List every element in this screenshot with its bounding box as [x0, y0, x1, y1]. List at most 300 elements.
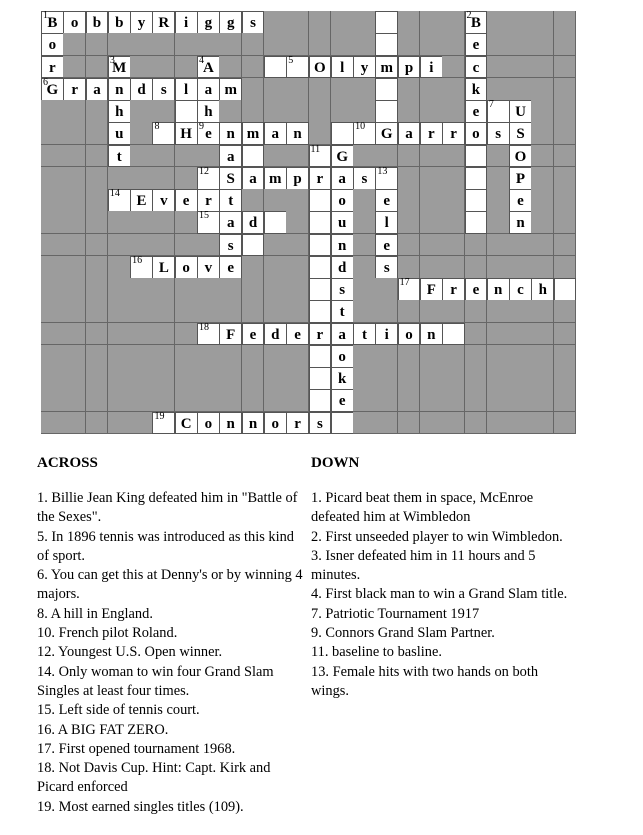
- grid-cell[interactable]: [331, 367, 354, 390]
- grid-cell[interactable]: [465, 167, 488, 190]
- grid-cell[interactable]: [242, 167, 265, 190]
- blocked-cell: [331, 100, 354, 123]
- blocked-cell: [264, 256, 287, 279]
- grid-cell[interactable]: [219, 234, 242, 257]
- blocked-cell: [398, 367, 421, 390]
- cell-letter: A: [203, 59, 214, 76]
- cell-letter: o: [70, 15, 79, 31]
- blocked-cell: [286, 389, 309, 412]
- grid-cell[interactable]: [242, 234, 265, 257]
- cell-letter: n: [494, 282, 503, 299]
- grid-cell[interactable]: [286, 56, 309, 79]
- grid-cell[interactable]: [442, 278, 465, 301]
- blocked-cell: [554, 367, 577, 390]
- grid-cell[interactable]: [219, 11, 242, 34]
- cell-letter: b: [115, 15, 124, 31]
- grid-cell[interactable]: [130, 256, 153, 279]
- grid-cell[interactable]: [197, 78, 220, 101]
- grid-cell[interactable]: [309, 389, 332, 412]
- cell-letter: o: [48, 37, 57, 54]
- grid-cell[interactable]: [197, 323, 220, 346]
- grid-cell[interactable]: [286, 167, 309, 190]
- cell-letter: S: [226, 170, 235, 187]
- blocked-cell: [41, 234, 64, 257]
- grid-cell[interactable]: [375, 56, 398, 79]
- grid-cell[interactable]: [264, 211, 287, 234]
- blocked-cell: [152, 167, 175, 190]
- grid-cell[interactable]: [152, 189, 175, 212]
- cell-letter: r: [316, 326, 324, 343]
- grid-cell[interactable]: [41, 33, 64, 56]
- grid-cell[interactable]: [353, 323, 376, 346]
- grid-cell[interactable]: [375, 33, 398, 56]
- grid-cell[interactable]: [286, 122, 309, 145]
- cell-letter: n: [338, 237, 347, 254]
- cell-letter: c: [472, 59, 480, 76]
- grid-cell[interactable]: [309, 345, 332, 368]
- grid-cell[interactable]: [286, 323, 309, 346]
- grid-cell[interactable]: [175, 189, 198, 212]
- clue-number: 2: [466, 10, 472, 21]
- grid-cell[interactable]: [398, 56, 421, 79]
- blocked-cell: [130, 389, 153, 412]
- grid-cell[interactable]: [309, 145, 332, 168]
- cell-letter: o: [338, 348, 346, 365]
- blocked-cell: [554, 33, 577, 56]
- blocked-cell: [509, 300, 532, 323]
- grid-cell[interactable]: [442, 323, 465, 346]
- grid-cell[interactable]: [108, 56, 131, 79]
- blocked-cell: [509, 234, 532, 257]
- cell-letter: n: [226, 126, 235, 143]
- grid-cell[interactable]: [130, 189, 153, 212]
- grid-cell[interactable]: [465, 100, 488, 123]
- cell-letter: s: [361, 170, 368, 187]
- blocked-cell: [175, 234, 198, 257]
- grid-cell[interactable]: [242, 412, 265, 435]
- grid-cell[interactable]: [331, 145, 354, 168]
- blocked-cell: [197, 278, 220, 301]
- blocked-cell: [487, 412, 510, 435]
- cell-letter: u: [338, 215, 347, 232]
- grid-cell[interactable]: [309, 412, 332, 435]
- grid-cell[interactable]: [197, 167, 220, 190]
- grid-cell[interactable]: [309, 167, 332, 190]
- grid-cell[interactable]: [375, 211, 398, 234]
- grid-cell[interactable]: [465, 78, 488, 101]
- grid-cell[interactable]: [63, 78, 86, 101]
- grid-cell[interactable]: [554, 278, 577, 301]
- grid-cell[interactable]: [175, 412, 198, 435]
- blocked-cell: [130, 122, 153, 145]
- grid-cell[interactable]: [309, 367, 332, 390]
- cell-letter: m: [269, 170, 282, 187]
- grid-cell[interactable]: [331, 122, 354, 145]
- cell-letter: s: [227, 237, 234, 254]
- grid-cell[interactable]: [219, 78, 242, 101]
- blocked-cell: [353, 145, 376, 168]
- grid-cell[interactable]: [309, 211, 332, 234]
- grid-cell[interactable]: [375, 323, 398, 346]
- blocked-cell: [130, 56, 153, 79]
- blocked-cell: [420, 345, 443, 368]
- grid-cell[interactable]: [175, 256, 198, 279]
- grid-cell[interactable]: [442, 122, 465, 145]
- across-clue: 18. Not Davis Cup. Hint: Capt. Kirk and Picard enforced: [37, 760, 271, 796]
- grid-cell[interactable]: [152, 11, 175, 34]
- grid-cell[interactable]: [309, 234, 332, 257]
- cell-letter: e: [182, 193, 190, 210]
- down-clue: 1. Picard beat them in space, McEnroe defeated him at Wimbledon: [311, 490, 534, 526]
- grid-cell[interactable]: [375, 256, 398, 279]
- blocked-cell: [465, 256, 488, 279]
- blocked-cell: [531, 78, 554, 101]
- blocked-cell: [420, 389, 443, 412]
- cell-letter: a: [271, 126, 280, 143]
- blocked-cell: [63, 345, 86, 368]
- grid-cell[interactable]: [309, 300, 332, 323]
- cell-letter: t: [339, 304, 345, 321]
- clue-number: 3: [109, 54, 115, 66]
- grid-cell[interactable]: [197, 189, 220, 212]
- grid-cell[interactable]: [219, 122, 242, 145]
- grid-cell[interactable]: [509, 122, 532, 145]
- cell-letter: d: [248, 215, 258, 232]
- grid-cell[interactable]: [219, 189, 242, 212]
- blocked-cell: [63, 412, 86, 435]
- blocked-cell: [509, 78, 532, 101]
- blocked-cell: [331, 33, 354, 56]
- across-clue: 17. First opened tournament 1968.: [37, 740, 236, 757]
- blocked-cell: [86, 389, 109, 412]
- blocked-cell: [442, 256, 465, 279]
- grid-cell[interactable]: [465, 278, 488, 301]
- grid-cell[interactable]: [219, 412, 242, 435]
- grid-cell[interactable]: [175, 122, 198, 145]
- blocked-cell: [398, 412, 421, 435]
- blocked-cell: [219, 389, 242, 412]
- blocked-cell: [398, 145, 421, 168]
- cell-letter: i: [429, 59, 434, 76]
- grid-cell[interactable]: [331, 389, 354, 412]
- blocked-cell: [442, 167, 465, 190]
- blocked-cell: [331, 11, 354, 34]
- grid-cell[interactable]: [375, 167, 398, 190]
- blocked-cell: [152, 234, 175, 257]
- grid-cell[interactable]: [175, 78, 198, 101]
- blocked-cell: [531, 256, 554, 279]
- grid-cell[interactable]: [509, 211, 532, 234]
- blocked-cell: [442, 345, 465, 368]
- cell-letter: l: [384, 215, 389, 232]
- blocked-cell: [398, 345, 421, 368]
- blocked-cell: [554, 256, 577, 279]
- blocked-cell: [442, 78, 465, 101]
- blocked-cell: [63, 100, 86, 123]
- grid-cell[interactable]: [353, 56, 376, 79]
- cell-letter: a: [226, 148, 235, 165]
- grid-cell[interactable]: [242, 323, 265, 346]
- grid-cell[interactable]: [219, 323, 242, 346]
- blocked-cell: [509, 323, 532, 346]
- blocked-cell: [242, 78, 265, 101]
- grid-cell[interactable]: [264, 122, 287, 145]
- cell-letter: s: [316, 415, 323, 432]
- grid-cell[interactable]: [108, 122, 131, 145]
- grid-cell[interactable]: [152, 78, 175, 101]
- grid-cell[interactable]: [375, 100, 398, 123]
- blocked-cell: [442, 100, 465, 123]
- across-clue: 15. Left side of tennis court.: [37, 702, 200, 719]
- blocked-cell: [509, 412, 532, 435]
- cell-letter: d: [271, 326, 280, 343]
- grid-cell[interactable]: [487, 278, 510, 301]
- grid-cell[interactable]: [331, 189, 354, 212]
- grid-cell[interactable]: [309, 189, 332, 212]
- blocked-cell: [175, 56, 198, 79]
- blocked-cell: [487, 145, 510, 168]
- grid-cell[interactable]: [531, 278, 554, 301]
- cell-letter: e: [383, 193, 391, 210]
- blocked-cell: [41, 367, 64, 390]
- blocked-cell: [375, 412, 398, 435]
- blocked-cell: [41, 323, 64, 346]
- blocked-cell: [286, 211, 309, 234]
- grid-cell[interactable]: [309, 56, 332, 79]
- blocked-cell: [152, 100, 175, 123]
- grid-cell[interactable]: [264, 323, 287, 346]
- blocked-cell: [465, 389, 488, 412]
- grid-cell[interactable]: [375, 122, 398, 145]
- blocked-cell: [309, 11, 332, 34]
- blocked-cell: [554, 122, 577, 145]
- grid-cell[interactable]: [465, 189, 488, 212]
- grid-cell[interactable]: [487, 100, 510, 123]
- grid-cell[interactable]: [41, 78, 64, 101]
- blocked-cell: [108, 412, 131, 435]
- grid-cell[interactable]: [353, 122, 376, 145]
- grid-cell[interactable]: [86, 11, 109, 34]
- grid-cell[interactable]: [309, 256, 332, 279]
- grid-cell[interactable]: [420, 122, 443, 145]
- grid-cell[interactable]: [465, 145, 488, 168]
- blocked-cell: [152, 345, 175, 368]
- grid-cell[interactable]: [331, 345, 354, 368]
- blocked-cell: [175, 145, 198, 168]
- cell-letter: h: [538, 282, 547, 299]
- blocked-cell: [531, 345, 554, 368]
- clue-number: 4: [199, 54, 205, 66]
- blocked-cell: [554, 145, 577, 168]
- blocked-cell: [442, 367, 465, 390]
- blocked-cell: [152, 145, 175, 168]
- grid-cell[interactable]: [398, 278, 421, 301]
- grid-cell[interactable]: [331, 300, 354, 323]
- blocked-cell: [487, 56, 510, 79]
- grid-cell[interactable]: [331, 56, 354, 79]
- grid-cell[interactable]: [331, 323, 354, 346]
- grid-cell[interactable]: [331, 412, 354, 435]
- grid-cell[interactable]: [86, 78, 109, 101]
- grid-cell[interactable]: [375, 78, 398, 101]
- blocked-cell: [554, 100, 577, 123]
- grid-cell[interactable]: [130, 11, 153, 34]
- grid-cell[interactable]: [509, 278, 532, 301]
- grid-cell[interactable]: [242, 122, 265, 145]
- grid-cell[interactable]: [264, 412, 287, 435]
- blocked-cell: [375, 389, 398, 412]
- blocked-cell: [309, 122, 332, 145]
- grid-cell[interactable]: [331, 211, 354, 234]
- cell-letter: e: [338, 393, 346, 410]
- grid-cell[interactable]: [197, 256, 220, 279]
- grid-cell[interactable]: [130, 78, 153, 101]
- grid-cell[interactable]: [242, 145, 265, 168]
- grid-cell[interactable]: [420, 323, 443, 346]
- blocked-cell: [487, 234, 510, 257]
- blocked-cell: [353, 234, 376, 257]
- blocked-cell: [375, 300, 398, 323]
- grid-cell[interactable]: [41, 11, 64, 34]
- blocked-cell: [63, 211, 86, 234]
- grid-cell[interactable]: [398, 122, 421, 145]
- down-clue: 13. Female hits with two hands on both wings.: [311, 663, 539, 699]
- blocked-cell: [41, 256, 64, 279]
- blocked-cell: [286, 78, 309, 101]
- grid-cell[interactable]: [152, 256, 175, 279]
- grid-cell[interactable]: [465, 122, 488, 145]
- blocked-cell: [108, 323, 131, 346]
- grid-cell[interactable]: [375, 11, 398, 34]
- cell-letter: e: [227, 259, 235, 276]
- blocked-cell: [509, 256, 532, 279]
- grid-cell[interactable]: [309, 323, 332, 346]
- grid-cell[interactable]: [353, 167, 376, 190]
- cell-letter: t: [228, 193, 234, 210]
- grid-cell[interactable]: [219, 167, 242, 190]
- blocked-cell: [353, 78, 376, 101]
- across-heading: ACROSS: [37, 455, 98, 471]
- blocked-cell: [130, 33, 153, 56]
- grid-cell[interactable]: [108, 11, 131, 34]
- blocked-cell: [531, 189, 554, 212]
- grid-cell[interactable]: [219, 256, 242, 279]
- blocked-cell: [108, 367, 131, 390]
- grid-cell[interactable]: [63, 11, 86, 34]
- cell-letter: M: [112, 59, 127, 76]
- blocked-cell: [264, 100, 287, 123]
- grid-cell[interactable]: [509, 100, 532, 123]
- grid-cell[interactable]: [509, 167, 532, 190]
- blocked-cell: [41, 211, 64, 234]
- blocked-cell: [41, 100, 64, 123]
- cell-letter: r: [49, 59, 56, 76]
- blocked-cell: [86, 33, 109, 56]
- grid-cell[interactable]: [420, 56, 443, 79]
- blocked-cell: [554, 11, 577, 34]
- grid-cell[interactable]: [175, 11, 198, 34]
- grid-cell[interactable]: [219, 145, 242, 168]
- grid-cell[interactable]: [197, 412, 220, 435]
- cell-letter: O: [314, 59, 326, 76]
- clue-number: 6: [43, 76, 48, 88]
- grid-cell[interactable]: [219, 211, 242, 234]
- grid-cell[interactable]: [197, 100, 220, 123]
- grid-cell[interactable]: [152, 412, 175, 435]
- grid-cell[interactable]: [108, 78, 131, 101]
- blocked-cell: [353, 189, 376, 212]
- blocked-cell: [398, 234, 421, 257]
- cell-letter: L: [158, 259, 169, 276]
- grid-cell[interactable]: [331, 256, 354, 279]
- cell-letter: h: [204, 104, 213, 121]
- grid-cell[interactable]: [197, 211, 220, 234]
- blocked-cell: [63, 367, 86, 390]
- blocked-cell: [264, 389, 287, 412]
- blocked-cell: [264, 278, 287, 301]
- grid-cell[interactable]: [465, 33, 488, 56]
- grid-cell[interactable]: [331, 278, 354, 301]
- cell-letter: m: [380, 59, 394, 76]
- blocked-cell: [353, 389, 376, 412]
- grid-cell[interactable]: [465, 11, 488, 34]
- grid-cell[interactable]: [309, 278, 332, 301]
- grid-cell[interactable]: [175, 100, 198, 123]
- cell-letter: g: [226, 15, 235, 31]
- grid-cell[interactable]: [286, 412, 309, 435]
- blocked-cell: [286, 256, 309, 279]
- grid-cell[interactable]: [197, 56, 220, 79]
- grid-cell[interactable]: [420, 278, 443, 301]
- cell-letter: g: [204, 15, 213, 31]
- down-clue: 4. First black man to win a Grand Slam title.: [311, 586, 568, 603]
- blocked-cell: [175, 167, 198, 190]
- cell-letter: r: [316, 170, 324, 187]
- blocked-cell: [41, 300, 64, 323]
- blocked-cell: [420, 211, 443, 234]
- grid-cell[interactable]: [509, 145, 532, 168]
- grid-cell[interactable]: [465, 211, 488, 234]
- blocked-cell: [531, 122, 554, 145]
- grid-cell[interactable]: [152, 122, 175, 145]
- cell-letter: B: [47, 15, 58, 31]
- blocked-cell: [242, 189, 265, 212]
- grid-cell[interactable]: [41, 56, 64, 79]
- grid-cell[interactable]: [487, 122, 510, 145]
- grid-cell[interactable]: [465, 56, 488, 79]
- grid-cell[interactable]: [197, 122, 220, 145]
- grid-cell[interactable]: [108, 100, 131, 123]
- grid-cell[interactable]: [264, 167, 287, 190]
- grid-cell[interactable]: [197, 11, 220, 34]
- grid-cell[interactable]: [398, 323, 421, 346]
- grid-cell[interactable]: [509, 189, 532, 212]
- grid-cell[interactable]: [108, 189, 131, 212]
- grid-cell[interactable]: [108, 145, 131, 168]
- grid-cell[interactable]: [242, 11, 265, 34]
- cell-letter: k: [338, 371, 347, 388]
- blocked-cell: [264, 33, 287, 56]
- blocked-cell: [531, 167, 554, 190]
- blocked-cell: [86, 167, 109, 190]
- blocked-cell: [242, 56, 265, 79]
- grid-cell[interactable]: [375, 189, 398, 212]
- grid-cell[interactable]: [331, 167, 354, 190]
- grid-cell[interactable]: [375, 234, 398, 257]
- grid-cell[interactable]: [242, 211, 265, 234]
- grid-cell[interactable]: [264, 56, 287, 79]
- grid-cell[interactable]: [331, 234, 354, 257]
